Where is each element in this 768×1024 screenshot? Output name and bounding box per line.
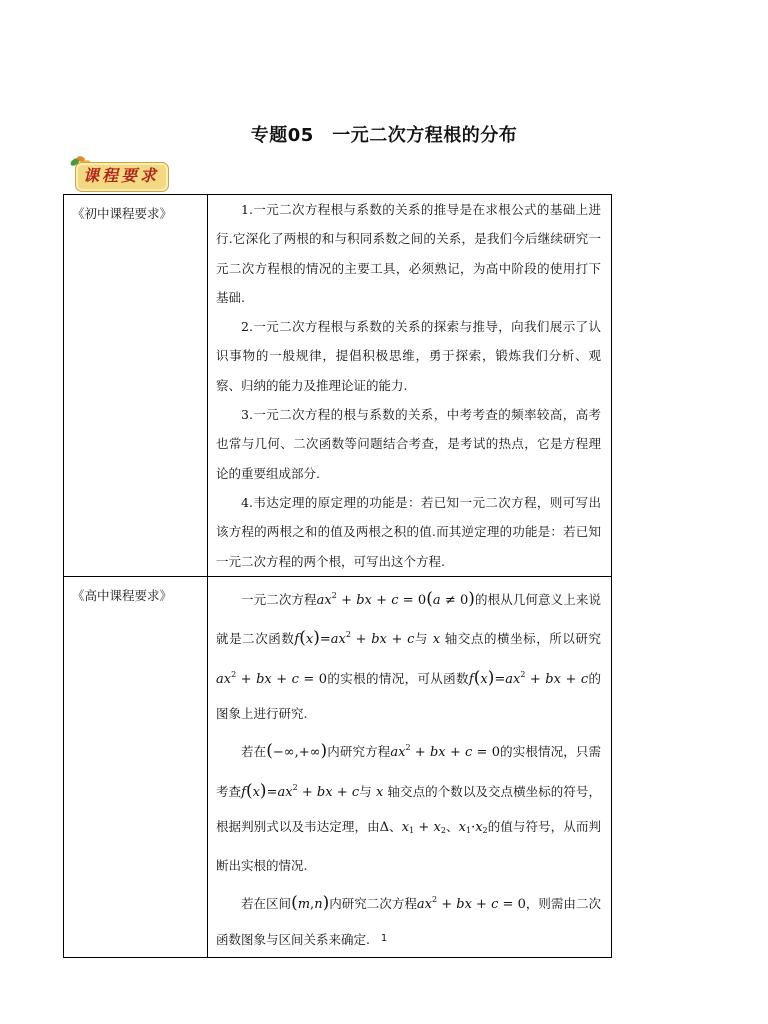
requirements-table — [63, 194, 612, 958]
page-title: 专题05 一元二次方程根的分布 — [250, 125, 518, 146]
badge-label: 课程要求 — [82, 166, 159, 185]
table-row — [64, 195, 612, 577]
paragraph: 4.韦达定理的原定理的功能是：若已知一元二次方程，则可写出该方程的两根之和的值及两根之积的值.而其逆定理的功能是：若已知一元二次方程的两个根，可写出这个方程. — [216, 494, 601, 569]
senior-requirements-cell — [208, 576, 612, 957]
row-header-senior: 《高中课程要求》 — [64, 576, 208, 957]
math-expression: $ax^2$ + bx + c — [316, 590, 399, 608]
paragraph: 1.一元二次方程根与系数的关系的推导是在求根公式的基础上进行.它深化了两根的和与积同系数之间的关系，是我们今后继续研究一元二次方程根的情况的主要工具，必须熟记，为高中阶段的使用打下基础. — [216, 202, 601, 305]
table-row — [64, 576, 612, 957]
paragraph: 若在区间(m,n)内研究二次方程$ax^2$ + bx + c = 0，则需由二次函数图象与区间关系来确定. — [216, 893, 601, 947]
course-requirements-badge — [67, 153, 169, 193]
paragraph: 若在(−∞,+∞)内研究方程$ax^2$ + bx + c = 0的实根情况，只需考查$f(x)=ax^2$ + bx + c与 x 轴交点的个数以及交点横坐标的符号，根据判别式以及韦达定理，由Δ、$x_1 + x_2$、$x_1\cdot x_2$的值与符号，从而判断出实根的情况. — [216, 741, 601, 873]
row-header-junior: 《初中课程要求》 — [64, 195, 208, 577]
page-number: 1 — [380, 933, 388, 944]
paragraph: 3.一元二次方程的根与系数的关系，中考考查的频率较高，高考也常与几何、二次函数等问题结合考查，是考试的热点，它是方程理论的重要组成部分. — [216, 407, 601, 481]
paragraph: 一元二次方程$ax^2$ + bx + c = 0(a ≠ 0)的根从几何意义上来说就是二次函数$f(x)=ax^2$ + bx + c与 x 轴交点的横坐标，所以研究$ax^2$ + bx + c = 0的实根的情况，可从函数$f(x)=ax^2$ + bx + c的图象上进行研究. — [216, 588, 601, 722]
junior-requirements-cell — [208, 195, 612, 577]
paragraph: 2.一元二次方程根与系数的关系的探索与推导，向我们展示了认识事物的一般规律，提倡积极思维，勇于探索，锻炼我们分析、观察、归纳的能力及推理论证的能力. — [216, 319, 601, 393]
